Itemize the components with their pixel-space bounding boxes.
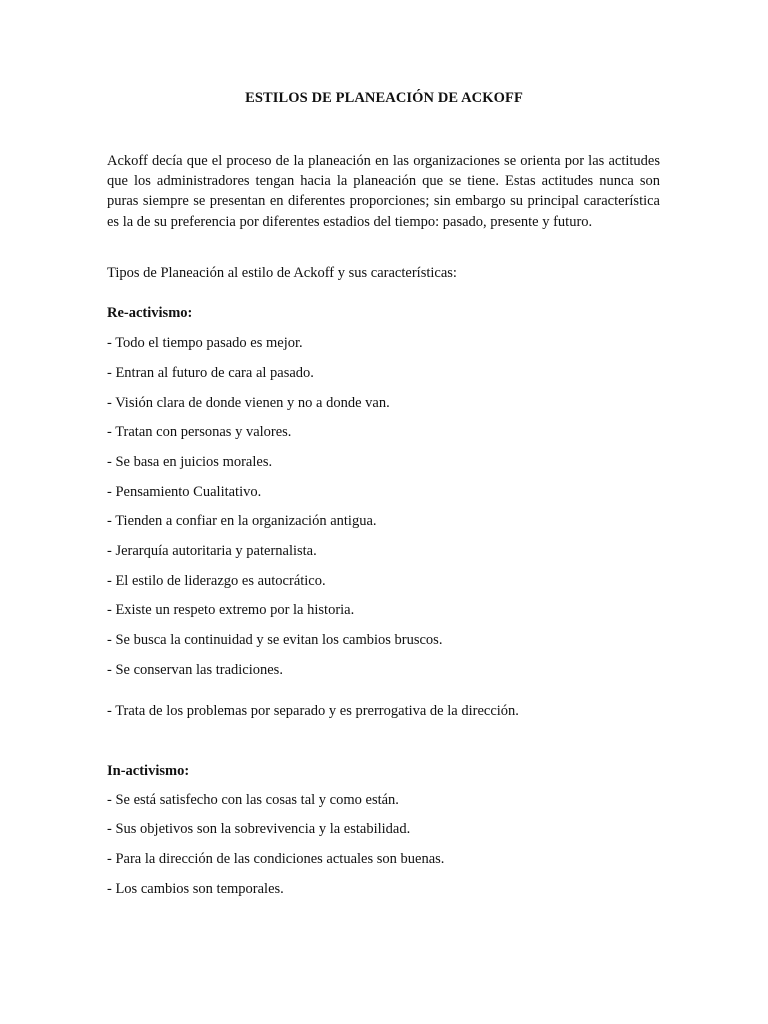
list-item: - Sus objetivos son la sobrevivencia y la estabilidad. [107, 821, 411, 837]
list-item: - Para la dirección de las condiciones actuales son buenas. [107, 851, 445, 867]
list-item: - Entran al futuro de cara al pasado. [107, 365, 314, 381]
types-intro: Tipos de Planeación al estilo de Ackoff y sus características: [107, 265, 457, 281]
list-item: - Tienden a confiar en la organización antigua. [107, 513, 377, 529]
list-item: - Visión clara de donde vienen y no a donde van. [107, 395, 390, 411]
section-heading-reactivismo: Re-activismo: [107, 305, 193, 321]
list-item: - Todo el tiempo pasado es mejor. [107, 335, 303, 351]
document-title: ESTILOS DE PLANEACIÓN DE ACKOFF [245, 90, 523, 106]
list-item: - Tratan con personas y valores. [107, 424, 292, 440]
list-item: - Trata de los problemas por separado y es prerrogativa de la dirección. [107, 703, 519, 719]
list-item: - Se conservan las tradiciones. [107, 662, 283, 678]
intro-paragraph: Ackoff decía que el proceso de la planeación en las organizaciones se orienta por las actitudes que los administradores tengan hacia la planeación que se tiene. Estas actitudes nunca son puras siempre se presentan en diferentes proporciones; sin embargo su principal característica es la de su preferencia por diferentes estadios del tiempo: pasado, presente y futuro. [107, 153, 660, 230]
list-item: - Se está satisfecho con las cosas tal y como están. [107, 792, 399, 808]
list-item: - El estilo de liderazgo es autocrático. [107, 573, 326, 589]
list-item: - Jerarquía autoritaria y paternalista. [107, 543, 317, 559]
list-item: - Se busca la continuidad y se evitan los cambios bruscos. [107, 632, 443, 648]
section-heading-inactivismo: In-activismo: [107, 763, 190, 779]
list-item: - Se basa en juicios morales. [107, 454, 273, 470]
list-item: - Pensamiento Cualitativo. [107, 484, 262, 500]
list-item: - Los cambios son temporales. [107, 881, 284, 897]
list-item: - Existe un respeto extremo por la historia. [107, 602, 355, 618]
